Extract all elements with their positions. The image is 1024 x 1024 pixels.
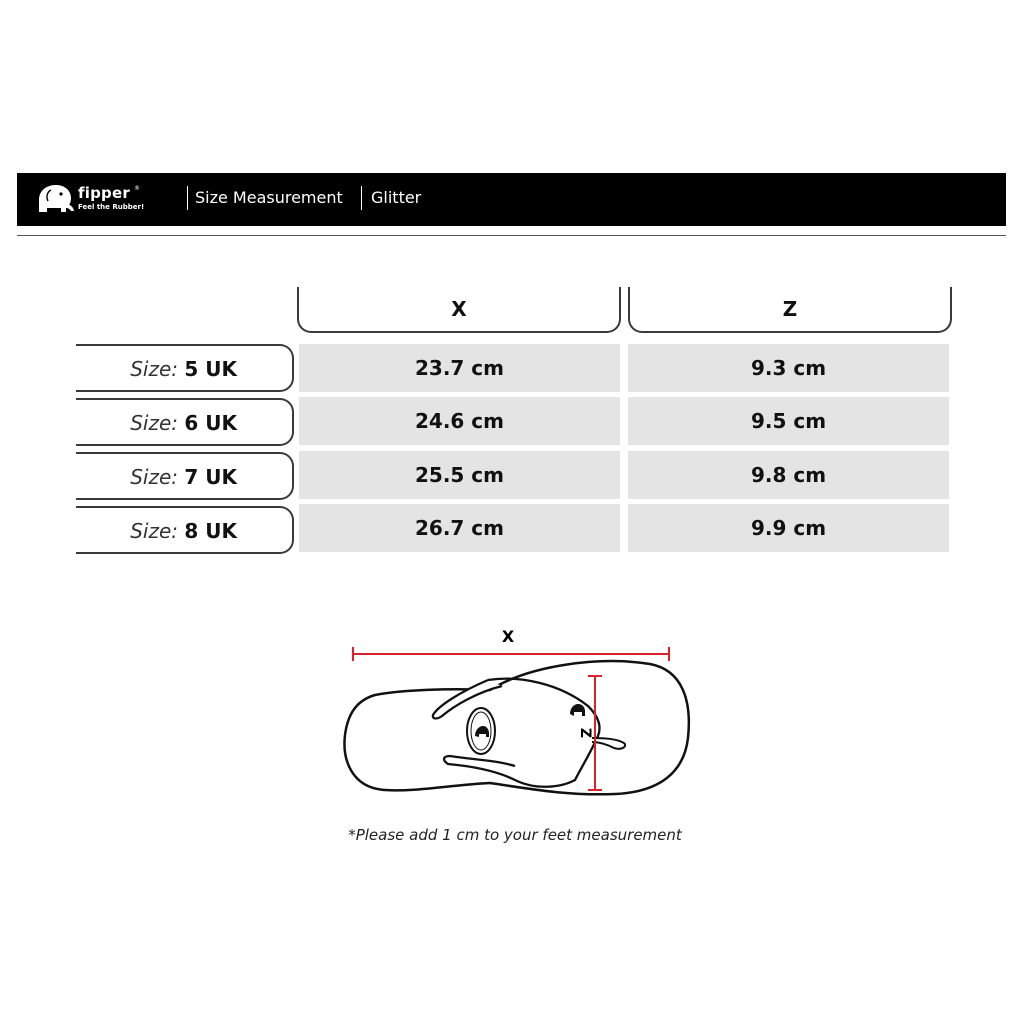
measurement-note: *Please add 1 cm to your feet measurement bbox=[348, 826, 682, 844]
header-title: Size Measurement bbox=[195, 188, 343, 207]
sole-outline bbox=[344, 661, 688, 794]
brand-registered-mark: ® bbox=[134, 185, 140, 192]
size-label: Size: bbox=[130, 519, 179, 543]
size-tab-5uk bbox=[76, 344, 294, 392]
size-tab-7uk bbox=[76, 452, 294, 500]
header-bar bbox=[17, 173, 1006, 226]
column-header-x: X bbox=[297, 287, 621, 333]
header-separator bbox=[187, 186, 188, 210]
size-tab-6uk bbox=[76, 398, 294, 446]
cell-z: 9.3 cm bbox=[628, 344, 949, 392]
cell-x: 25.5 cm bbox=[299, 451, 620, 499]
cell-x: 26.7 cm bbox=[299, 504, 620, 552]
size-value: 7 UK bbox=[184, 465, 237, 489]
diagram-x-label: X bbox=[501, 627, 515, 646]
cell-z: 9.8 cm bbox=[628, 451, 949, 499]
cell-x: 24.6 cm bbox=[299, 397, 620, 445]
header-separator bbox=[361, 186, 362, 210]
size-value: 6 UK bbox=[184, 411, 237, 435]
elephant-icon bbox=[33, 182, 75, 216]
size-value: 5 UK bbox=[184, 357, 237, 381]
brand-tagline: Feel the Rubber! bbox=[78, 203, 145, 211]
header-rule bbox=[17, 235, 1006, 236]
header-subtitle: Glitter bbox=[371, 188, 422, 207]
size-value: 8 UK bbox=[184, 519, 237, 543]
x-measure-line bbox=[353, 647, 669, 661]
size-label: Size: bbox=[130, 357, 179, 381]
cell-z: 9.5 cm bbox=[628, 397, 949, 445]
size-tab-8uk bbox=[76, 506, 294, 554]
diagram-z-label: Z bbox=[577, 727, 593, 739]
size-label: Size: bbox=[130, 465, 179, 489]
brand-name: fipper bbox=[78, 184, 130, 202]
size-label: Size: bbox=[130, 411, 179, 435]
cell-z: 9.9 cm bbox=[628, 504, 949, 552]
column-header-z: Z bbox=[628, 287, 952, 333]
cell-x: 23.7 cm bbox=[299, 344, 620, 392]
flip-flop-icon bbox=[330, 620, 710, 820]
